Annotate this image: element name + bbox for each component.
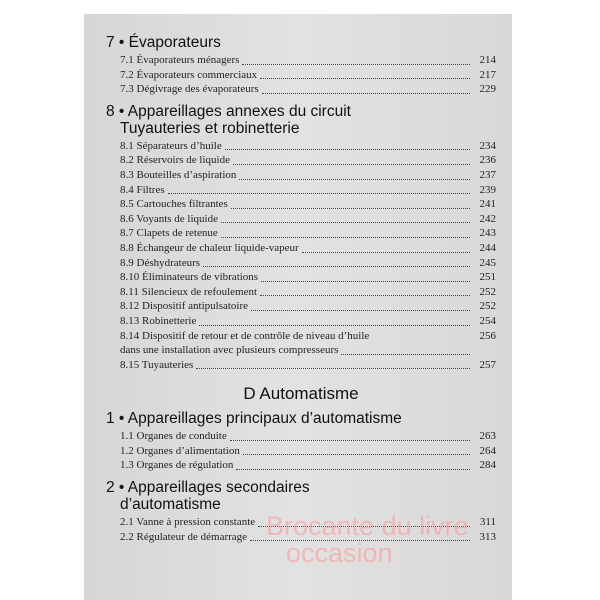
dot-leader <box>225 149 470 150</box>
watermark <box>266 513 469 567</box>
dot-leader <box>242 64 470 65</box>
watermark-line2: occasion <box>286 538 393 568</box>
entry-label: 8.8 Échangeur de chaleur liquide-vapeur <box>120 241 299 254</box>
chapter-8 <box>106 103 496 373</box>
entry-label: 2.2 Régulateur de démarrage <box>120 530 248 543</box>
toc-entry[interactable] <box>120 358 496 373</box>
entry-page: 252 <box>479 300 496 313</box>
entry-page: 243 <box>479 227 496 240</box>
dot-leader <box>236 469 470 470</box>
entry-label: 8.13 Robinetterie <box>120 314 197 327</box>
entry-page: 234 <box>479 139 496 152</box>
entry-label: 8.1 Séparateurs d’huile <box>120 139 222 152</box>
dot-leader <box>260 78 470 79</box>
chapter-8-title <box>106 103 496 137</box>
dot-leader <box>231 208 470 209</box>
entry-page: 217 <box>479 68 496 81</box>
entry-label-line1: 8.14 Dispositif de retour et de contrôle de niveau d’huile <box>120 329 370 342</box>
entry-page: 264 <box>479 444 496 457</box>
entry-page: 241 <box>479 198 496 211</box>
dot-leader <box>260 295 470 296</box>
entry-page: 242 <box>479 212 496 225</box>
toc-entry-multiline[interactable] <box>120 329 496 358</box>
toc-entry[interactable] <box>120 429 496 444</box>
dot-leader <box>251 310 470 311</box>
entry-label: 8.11 Silencieux de refoulement <box>120 285 258 298</box>
chapter-8-title-line1: 8 • Appareillages annexes du circuit <box>106 102 351 120</box>
entry-label: 8.7 Clapets de retenue <box>120 227 218 240</box>
dot-leader <box>203 266 470 267</box>
toc-entry[interactable] <box>120 314 496 329</box>
dot-leader <box>262 93 470 94</box>
toc-entry[interactable] <box>120 168 496 183</box>
watermark-line1: Brocante du livre <box>266 511 469 541</box>
chapter-1-entries <box>120 429 496 473</box>
entry-label: 7.3 Dégivrage des évaporateurs <box>120 83 259 96</box>
dot-leader <box>302 252 470 253</box>
dot-leader <box>196 368 470 369</box>
toc-entry[interactable] <box>120 241 496 256</box>
chapter-7-title: 7 • Évaporateurs <box>106 34 221 51</box>
toc-entry[interactable] <box>120 444 496 459</box>
chapter-8-entries <box>120 139 496 373</box>
entry-page: 245 <box>479 256 496 269</box>
section-d-title: D Automatisme <box>243 384 359 404</box>
entry-page: 239 <box>479 183 496 196</box>
entry-page: 284 <box>479 459 496 472</box>
entry-page-col <box>474 329 496 344</box>
toc-entry[interactable] <box>120 212 496 227</box>
toc-entry[interactable] <box>120 197 496 212</box>
dot-leader <box>221 237 470 238</box>
entry-page: 251 <box>479 271 496 284</box>
entry-label-row <box>120 343 474 358</box>
entry-label: 8.4 Filtres <box>120 183 165 196</box>
chapter-7-entries <box>120 53 496 97</box>
entry-label: 8.6 Voyants de liquide <box>120 212 218 225</box>
dot-leader <box>261 281 470 282</box>
entry-page: 229 <box>479 83 496 96</box>
entry-page: 257 <box>479 358 496 371</box>
entry-page: 313 <box>479 530 496 543</box>
entry-label-wrap <box>120 329 474 358</box>
toc-entry[interactable] <box>120 53 496 68</box>
entry-page: 311 <box>479 516 496 529</box>
dot-leader <box>233 164 470 165</box>
toc-entry[interactable] <box>120 270 496 285</box>
entry-label-line2: dans une installation avec plusieurs compresseurs <box>120 344 339 357</box>
entry-label: 8.12 Dispositif antipulsatoire <box>120 300 249 313</box>
entry-page: 263 <box>479 430 496 443</box>
entry-label: 1.3 Organes de régulation <box>120 459 234 472</box>
toc-entry[interactable] <box>120 183 496 198</box>
entry-page: 254 <box>479 314 496 327</box>
entry-label: 2.1 Vanne à pression constante <box>120 516 256 529</box>
entry-page: 252 <box>479 285 496 298</box>
entry-label: 8.5 Cartouches filtrantes <box>120 198 228 211</box>
dot-leader <box>239 179 470 180</box>
entry-label: 8.9 Déshydrateurs <box>120 256 201 269</box>
table-of-contents <box>106 34 496 550</box>
toc-entry[interactable] <box>120 299 496 314</box>
toc-entry[interactable] <box>120 68 496 83</box>
chapter-2-title-line2: d’automatisme <box>120 496 221 514</box>
entry-label: 8.15 Tuyauteries <box>120 358 194 371</box>
toc-entry[interactable] <box>120 153 496 168</box>
chapter-2-title <box>106 479 496 513</box>
toc-entry[interactable] <box>120 139 496 154</box>
dot-leader <box>230 440 470 441</box>
chapter-2-title-line1: 2 • Appareillages secondaires <box>106 479 310 497</box>
entry-label: 7.1 Évaporateurs ménagers <box>120 54 240 66</box>
chapter-8-title-line2: Tuyauteries et robinetterie <box>120 119 300 137</box>
entry-page: 256 <box>479 329 496 342</box>
entry-page: 237 <box>479 168 496 181</box>
entry-label: 7.2 Évaporateurs commerciaux <box>120 68 258 81</box>
toc-entry[interactable] <box>120 285 496 300</box>
toc-entry[interactable] <box>120 458 496 473</box>
entry-label: 8.2 Réservoirs de liquide <box>120 154 230 167</box>
dot-leader <box>168 193 470 194</box>
entry-label: 1.1 Organes de conduite <box>120 430 227 443</box>
entry-label: 8.10 Éliminateurs de vibrations <box>120 271 259 284</box>
dot-leader <box>243 454 470 455</box>
dot-leader <box>221 222 470 223</box>
entry-page: 214 <box>479 54 496 66</box>
chapter-7 <box>106 34 496 97</box>
toc-entry[interactable] <box>120 256 496 271</box>
entry-page: 236 <box>479 154 496 167</box>
toc-entry[interactable] <box>120 226 496 241</box>
dot-leader <box>341 354 470 355</box>
entry-label: 8.3 Bouteilles d’aspiration <box>120 168 237 181</box>
entry-label: 1.2 Organes d’alimentation <box>120 444 240 457</box>
chapter-1 <box>106 410 496 473</box>
chapter-1-title: 1 • Appareillages principaux d’automatisme <box>106 410 402 428</box>
entry-page: 244 <box>479 241 496 254</box>
dot-leader <box>199 325 470 326</box>
toc-entry[interactable] <box>120 82 496 97</box>
